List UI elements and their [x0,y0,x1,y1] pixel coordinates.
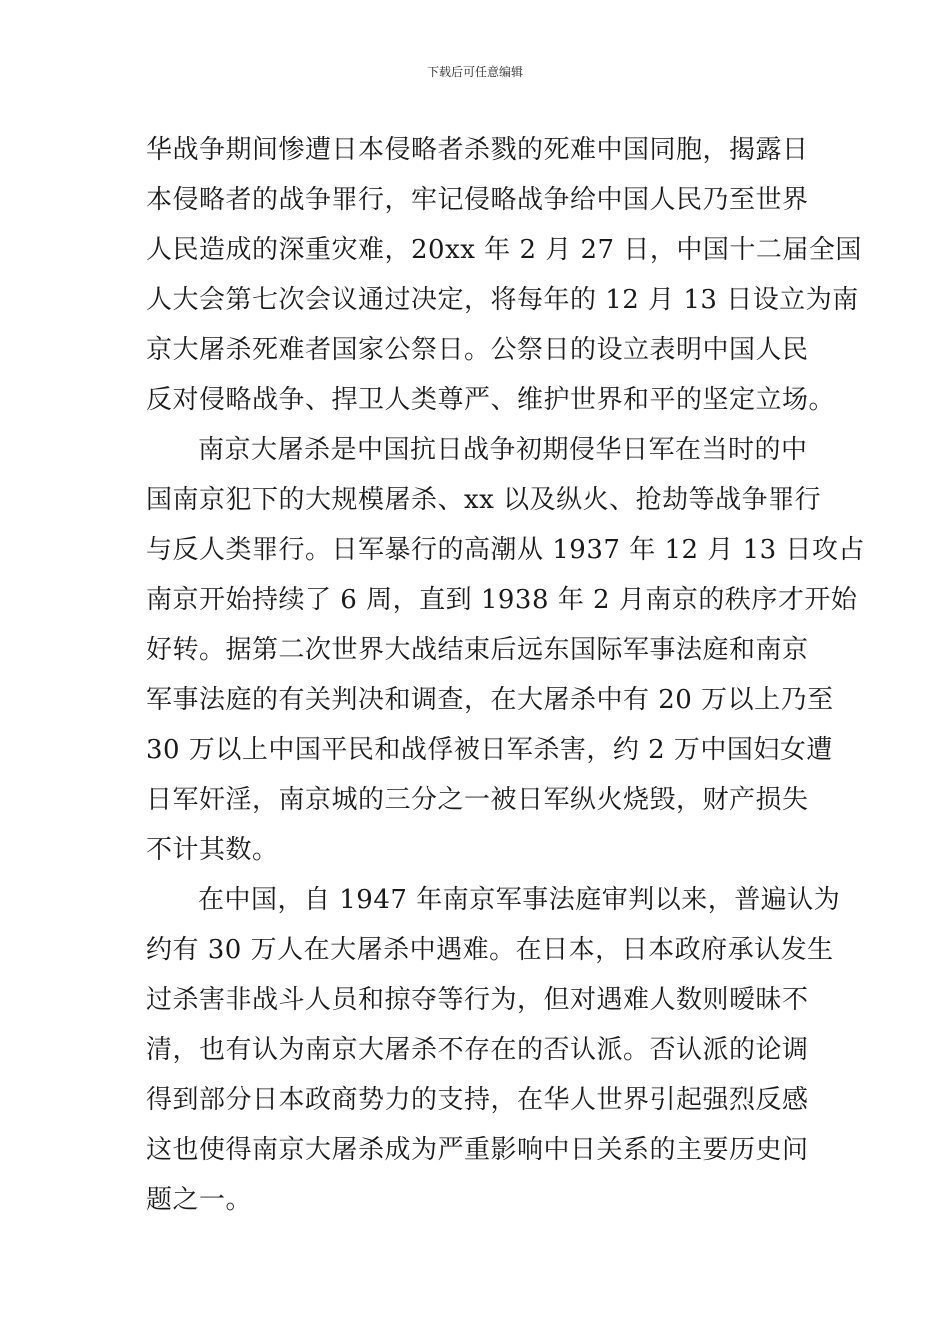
text-line: 与反人类罪行。日军暴行的高潮从 1937 年 12 月 13 日攻占 [146,535,865,565]
paragraph-first-line: 在中国，自 1947 年南京军事法庭审判以来，普遍认为 [198,885,841,915]
text-line: 好转。据第二次世界大战结束后远东国际军事法庭和南京 [146,635,809,665]
text-line: 华战争期间惨遭日本侵略者杀戮的死难中国同胞，揭露日 [146,135,809,165]
text-line: 题之一。 [146,1185,253,1215]
text-line: 人民造成的深重灾难，20xx 年 2 月 27 日，中国十二届全国 [146,235,862,265]
text-line: 本侵略者的战争罪行，牢记侵略战争给中国人民乃至世界 [146,185,809,215]
text-line: 不计其数。 [146,835,279,865]
text-line: 人大会第七次会议通过决定，将每年的 12 月 13 日设立为南 [146,285,859,315]
text-line: 清，也有认为南京大屠杀不存在的否认派。否认派的论调 [146,1035,809,1065]
text-line: 得到部分日本政商势力的支持，在华人世界引起强烈反感 [146,1085,809,1115]
text-line: 日军奸淫，南京城的三分之一被日军纵火烧毁，财产损失 [146,785,809,815]
page-header-note: 下载后可任意编辑 [426,65,523,79]
text-line: 约有 30 万人在大屠杀中遇难。在日本，日本政府承认发生 [146,935,834,965]
text-line: 30 万以上中国平民和战俘被日军杀害，约 2 万中国妇女遭 [146,735,833,765]
paragraph-first-line: 南京大屠杀是中国抗日战争初期侵华日军在当时的中 [198,435,808,465]
text-line: 京大屠杀死难者国家公祭日。公祭日的设立表明中国人民 [146,335,809,365]
text-line: 国南京犯下的大规模屠杀、xx 以及纵火、抢劫等战争罪行 [146,485,822,515]
text-line: 反对侵略战争、捍卫人类尊严、维护世界和平的坚定立场。 [146,385,836,415]
text-line: 军事法庭的有关判决和调查，在大屠杀中有 20 万以上乃至 [146,685,834,715]
text-line: 过杀害非战斗人员和掠夺等行为，但对遇难人数则暧昧不 [146,985,809,1015]
text-line: 南京开始持续了 6 周，直到 1938 年 2 月南京的秩序才开始 [146,585,858,615]
text-line: 这也使得南京大屠杀成为严重影响中日关系的主要历史问 [146,1135,809,1165]
